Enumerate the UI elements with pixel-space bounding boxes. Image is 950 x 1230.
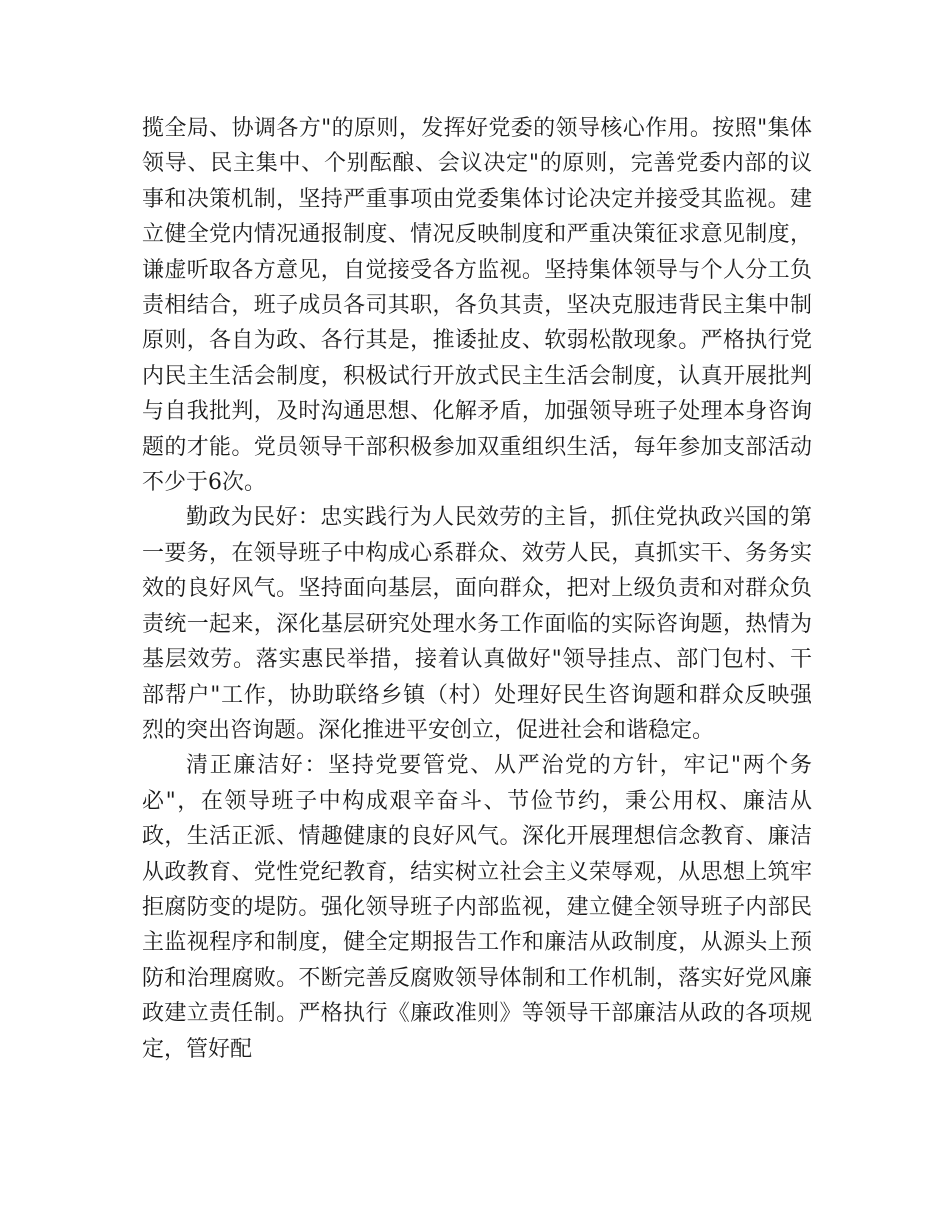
paragraph-1: 揽全局、协调各方"的原则，发挥好党委的领导核心作用。按照"集体领导、民主集中、个别酝酿、会议决定"的原则，完善党委内部的议事和决策机制，坚持严重事项由党委集体讨论决定并接受其监视。建立健全党内情况通报制度、情况反映制度和严重决策征求意见制度，谦虚听取各方意见，自觉接受各方监视。坚持集体领导与个人分工负责相结合，班子成员各司其职，各负其责，坚决克服违背民主集中制原则，各自为政、各行其是，推诿扯皮、软弱松散现象。严格执行党内民主生活会制度，积极试行开放式民主生活会制度，认真开展批判与自我批判，及时沟通思想、化解矛盾，加强领导班子处理本身咨询题的才能。党员领导干部积极参加双重组织生活，每年参加支部活动不少于6次。 [142, 116, 812, 496]
paragraph-3: 清正廉洁好：坚持党要管党、从严治党的方针，牢记"两个务必"，在领导班子中构成艰辛奋斗、节俭节约，秉公用权、廉洁从政，生活正派、情趣健康的良好风气。深化开展理想信念教育、廉洁从政教育、党性党纪教育，结实树立社会主义荣辱观，从思想上筑牢拒腐防变的堤防。强化领导班子内部监视，建立健全领导班子内部民主监视程序和制度，健全定期报告工作和廉洁从政制度，从源头上预防和治理腐败。不断完善反腐败领导体制和工作机制，落实好党风廉政建立责任制。严格执行《廉政准则》等领导干部廉洁从政的各项规定，管好配 [142, 753, 812, 1062]
paragraph-2: 勤政为民好：忠实践行为人民效劳的主旨，抓住党执政兴国的第一要务，在领导班子中构成心系群众、效劳人民，真抓实干、务务实效的良好风气。坚持面向基层，面向群众，把对上级负责和对群众负责统一起来，深化基层研究处理水务工作面临的实际咨询题，热情为基层效劳。落实惠民举措，接着认真做好"领导挂点、部门包村、干部帮户"工作，协助联络乡镇（村）处理好民生咨询题和群众反映强烈的突出咨询题。深化推进平安创立，促进社会和谐稳定。 [142, 505, 812, 743]
body-text [142, 111, 812, 1067]
